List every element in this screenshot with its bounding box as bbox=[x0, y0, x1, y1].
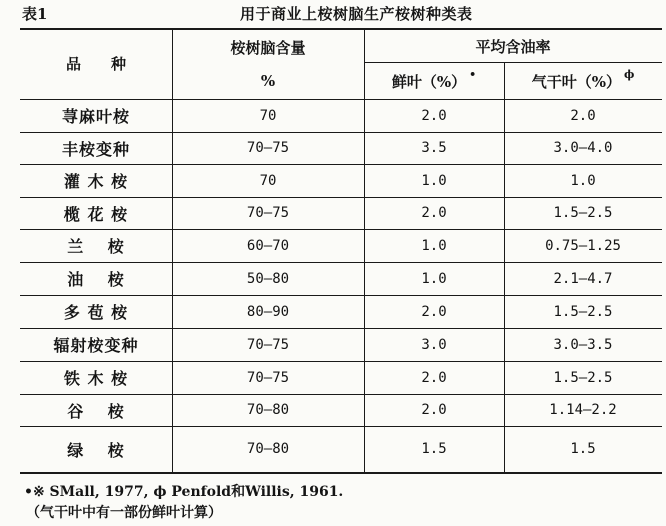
fresh-leaf-header bbox=[364, 63, 504, 99]
fresh-leaf-cell: 2.0 bbox=[421, 303, 447, 320]
table-bottom-rule bbox=[20, 472, 662, 474]
dry-leaf-cell: 1.5—2.5 bbox=[553, 205, 613, 221]
oil-rate-header: 平均含油率 bbox=[475, 37, 551, 56]
content-cell: 70—75 bbox=[246, 369, 290, 386]
dry-leaf-label: 气干叶（%） bbox=[531, 72, 621, 91]
fresh-leaf-cell: 2.0 bbox=[421, 205, 447, 221]
content-cell: 70—80 bbox=[246, 402, 290, 418]
fresh-leaf-cell: 2.0 bbox=[421, 369, 447, 386]
dry-leaf-cell: 1.5—2.5 bbox=[553, 303, 613, 320]
dry-leaf-cell: 1.5—2.5 bbox=[553, 369, 613, 386]
fresh-leaf-cell: 1.0 bbox=[421, 172, 447, 189]
fresh-leaf-cell: 1.0 bbox=[421, 270, 447, 287]
footnote-sources: •※ SMall, 1977, ϕ Penfold和Willis, 1961. bbox=[24, 484, 344, 500]
content-header: 桉树脑含量 bbox=[230, 38, 306, 57]
table-title: 用于商业上桉树脑生产桉树种类表 bbox=[240, 5, 473, 23]
variety-cell: 油 桉 bbox=[67, 270, 125, 289]
dry-leaf-cell: 3.0—4.0 bbox=[553, 140, 613, 156]
variety-cell: 辐射桉变种 bbox=[53, 336, 139, 355]
variety-cell: 兰 桉 bbox=[67, 237, 125, 256]
dry-leaf-marker: ϕ bbox=[623, 67, 635, 81]
dry-leaf-cell: 1.5 bbox=[570, 441, 596, 457]
variety-cell: 榄 花 桉 bbox=[63, 204, 129, 224]
variety-cell: 灌 木 桉 bbox=[63, 172, 129, 191]
fresh-leaf-cell: 3.0 bbox=[421, 336, 447, 353]
dry-leaf-cell: 2.0 bbox=[570, 107, 596, 124]
dry-leaf-cell: 1.0 bbox=[570, 172, 596, 189]
variety-cell: 谷 桉 bbox=[67, 401, 125, 421]
variety-cell: 绿 桉 bbox=[67, 440, 125, 460]
fresh-leaf-cell: 2.0 bbox=[421, 402, 447, 418]
dry-leaf-cell: 3.0—3.5 bbox=[553, 336, 613, 353]
fresh-leaf-label: 鲜叶（%） bbox=[391, 72, 467, 91]
content-cell: 70—75 bbox=[246, 336, 290, 353]
content-cell: 70 bbox=[259, 172, 277, 189]
dry-leaf-header bbox=[504, 63, 662, 99]
variety-cell: 丰桉变种 bbox=[61, 139, 130, 159]
eucalyptus-species-table bbox=[20, 28, 662, 474]
variety-cell: 多 苞 桉 bbox=[63, 303, 129, 322]
variety-header: 品 种 bbox=[65, 55, 126, 73]
table-label: 表1 bbox=[22, 5, 48, 23]
fresh-leaf-cell: 3.5 bbox=[421, 140, 447, 156]
dry-leaf-cell: 2.1—4.7 bbox=[553, 270, 613, 287]
content-cell: 70—80 bbox=[246, 441, 290, 457]
variety-cell: 荨麻叶桉 bbox=[61, 107, 130, 126]
dry-leaf-cell: 1.14—2.2 bbox=[549, 402, 617, 418]
content-cell: 70—75 bbox=[246, 205, 290, 221]
fresh-leaf-marker: • bbox=[469, 67, 477, 81]
content-cell: 60—70 bbox=[246, 237, 290, 254]
content-cell: 80—90 bbox=[246, 303, 290, 320]
dry-leaf-cell: 0.75—1.25 bbox=[545, 237, 621, 254]
content-cell: 70 bbox=[259, 107, 277, 124]
fresh-leaf-cell: 1.0 bbox=[421, 237, 447, 254]
content-cell: 50—80 bbox=[246, 270, 290, 287]
content-cell: 70—75 bbox=[246, 140, 290, 156]
content-unit-header: % bbox=[260, 72, 276, 90]
fresh-leaf-cell: 2.0 bbox=[421, 107, 447, 124]
variety-cell: 铁 木 桉 bbox=[63, 369, 129, 388]
footnote-note: （气干叶中有一部份鲜叶计算） bbox=[26, 505, 222, 521]
fresh-leaf-cell: 1.5 bbox=[421, 441, 447, 457]
